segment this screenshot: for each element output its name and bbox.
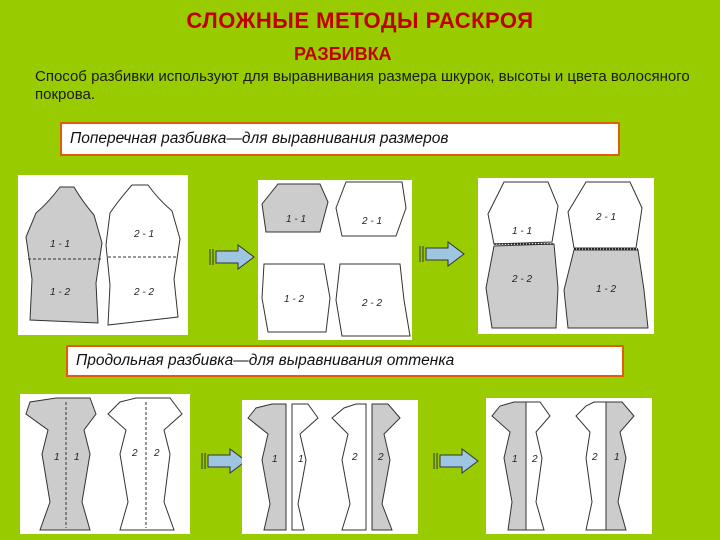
pelt-shape-left-half-a	[492, 402, 526, 530]
page-title: СЛОЖНЫЕ МЕТОДЫ РАСКРОЯ	[186, 8, 534, 33]
arrow-right-icon	[208, 244, 256, 270]
longitudinal-label-box	[66, 345, 624, 377]
transverse-stage-2-panel	[258, 180, 412, 340]
longitudinal-stage-1-panel	[20, 394, 190, 534]
transverse-label-box	[60, 122, 620, 156]
piece-label: 1	[54, 452, 60, 463]
piece-label: 2	[378, 452, 384, 463]
piece-label: 2	[532, 454, 538, 465]
piece-label: 1 - 1	[286, 214, 307, 225]
pelt-shape-right	[106, 185, 180, 325]
piece-label: 2 - 2	[134, 287, 155, 298]
pelt-shape-left	[26, 187, 102, 323]
arrow-right-icon	[200, 448, 248, 474]
arrow-right-icon	[432, 448, 480, 474]
pelt-shape-left-half-b	[526, 402, 550, 530]
pelt-shape-right-half-b	[372, 404, 400, 530]
pelt-shape-left	[26, 398, 96, 530]
pelt-shape-right	[108, 398, 182, 530]
piece-label: 2 - 1	[134, 229, 155, 240]
longitudinal-label: Продольная разбивка—для выравнивания оттенка	[76, 352, 455, 369]
transverse-stage-3-panel	[478, 178, 654, 334]
piece-label: 1	[298, 454, 304, 465]
piece-label: 2 - 2	[362, 298, 383, 309]
piece-label: 1 - 1	[50, 239, 71, 250]
pelt-shape-left-bottom	[486, 244, 558, 328]
piece-label: 2 - 1	[596, 212, 617, 223]
piece-label: 1	[512, 454, 518, 465]
piece-label: 1 - 2	[50, 287, 71, 298]
piece-label: 2	[154, 448, 160, 459]
page-subtitle: РАЗБИВКА	[294, 44, 392, 64]
piece-label: 2 - 2	[512, 274, 533, 285]
pelt-shape-top-right	[336, 182, 406, 236]
piece-label: 1 - 2	[284, 294, 305, 305]
intro-text: Способ разбивки используют для выравнивания размера шкурок, высоты и цвета волосяного покрова.	[35, 68, 690, 103]
piece-label: 1	[74, 452, 80, 463]
piece-label: 2 - 1	[362, 216, 383, 227]
pelt-shape-left-half-b	[292, 404, 318, 530]
longitudinal-stage-3-panel	[486, 398, 652, 534]
pelt-shape-left-half-a	[248, 404, 286, 530]
piece-label: 2	[592, 452, 598, 463]
pelt-shape-right-half-b	[606, 402, 634, 530]
pelt-shape-right-half-a	[576, 402, 606, 530]
arrow-right-icon	[418, 241, 466, 267]
transverse-stage-1-panel	[18, 175, 188, 335]
piece-label: 1	[272, 454, 278, 465]
pelt-shape-right-half-a	[332, 404, 366, 530]
transverse-label: Поперечная разбивка—для выравнивания размеров	[70, 130, 449, 147]
piece-label: 1 - 1	[512, 226, 533, 237]
longitudinal-stage-2-panel	[242, 400, 418, 534]
piece-label: 2	[352, 452, 358, 463]
piece-label: 2	[132, 448, 138, 459]
piece-label: 1 - 2	[596, 284, 617, 295]
piece-label: 1	[614, 452, 620, 463]
